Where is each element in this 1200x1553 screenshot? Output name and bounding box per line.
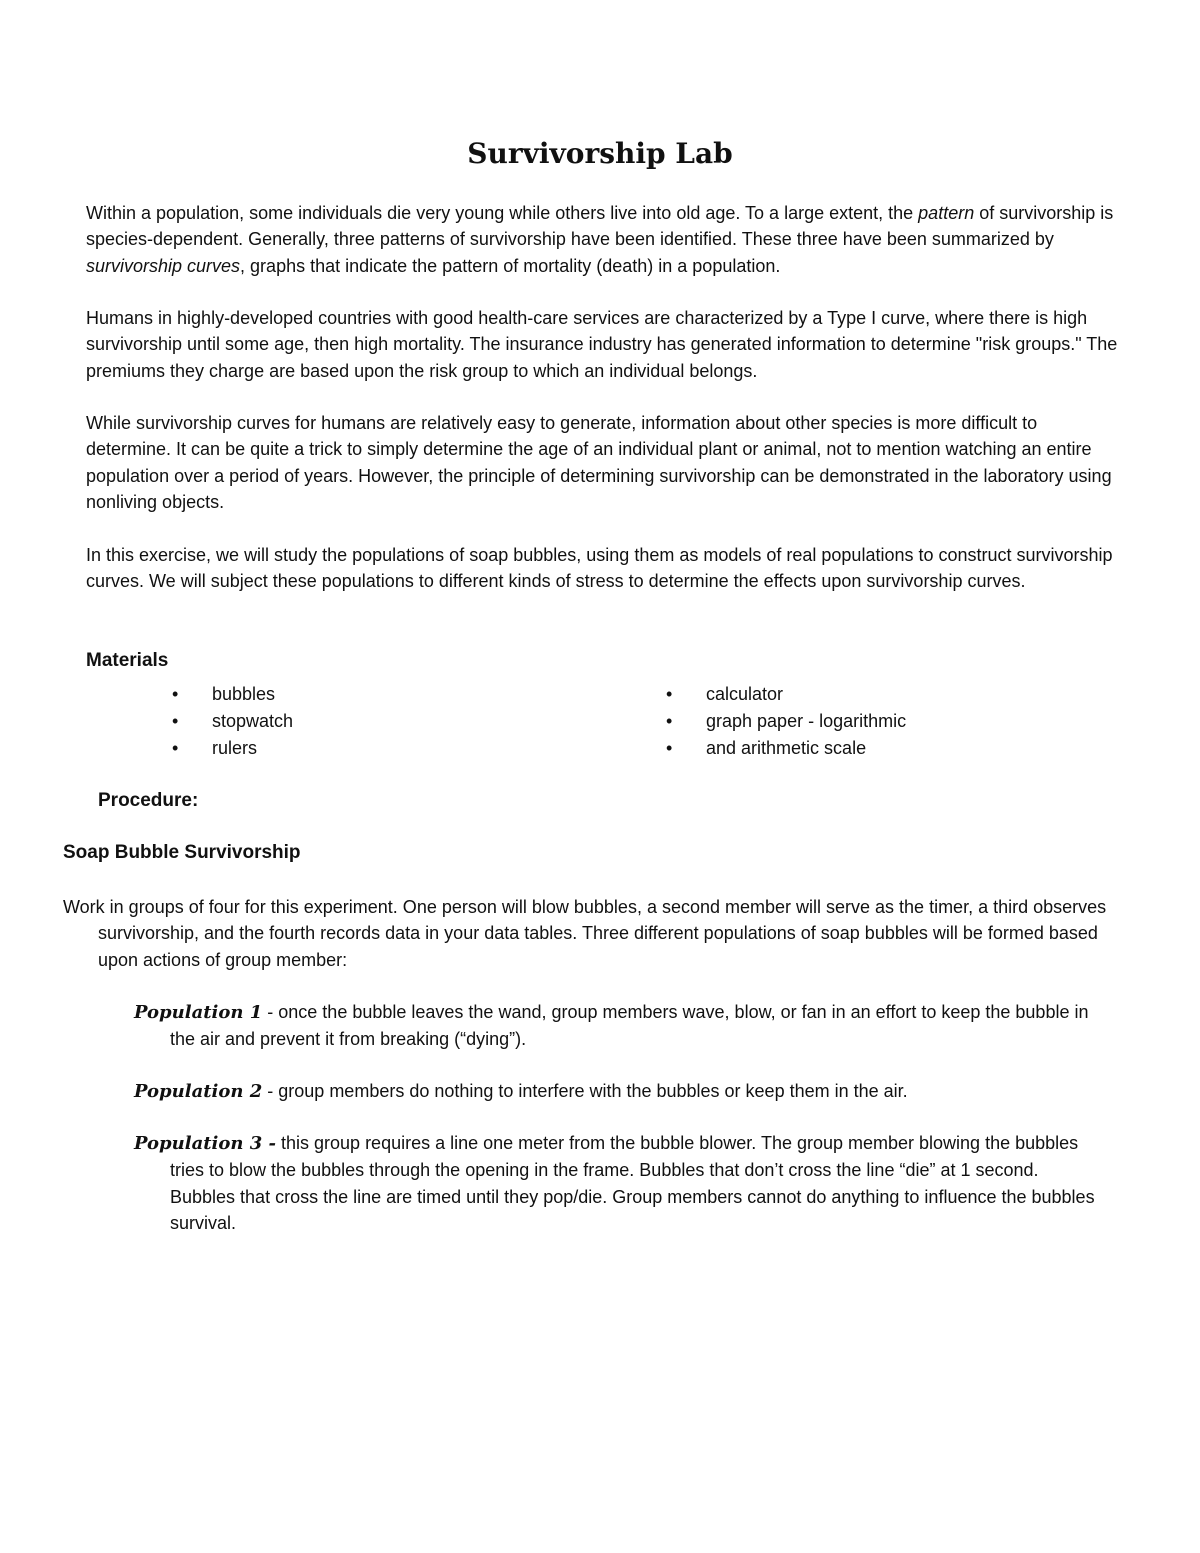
materials-list-right bbox=[666, 681, 906, 762]
page-title: Survivorship Lab bbox=[467, 137, 733, 170]
intro-paragraph-3: While survivorship curves for humans are relatively easy to generate, information about other species is more difficult to determine. It can be quite a trick to simply determine the age of an individual plant or animal, not to mention watching an entire population over a period of years. However, the principle of determining survivorship can be demonstrated in the laboratory using nonliving objects. bbox=[86, 413, 1112, 512]
bullet-icon: • bbox=[666, 711, 673, 731]
intro-paragraph-4: In this exercise, we will study the populations of soap bubbles, using them as models of real populations to construct survivorship curves. We will subject these populations to different kinds of stress to determine the effects upon survivorship curves. bbox=[86, 545, 1113, 592]
bullet-icon: • bbox=[172, 684, 179, 704]
material-label: graph paper - logarithmic bbox=[706, 711, 907, 731]
population-label: Population 1 bbox=[134, 1002, 263, 1023]
work-paragraph: Work in groups of four for this experiment. One person will blow bubbles, a second member will serve as the timer, a third observes survivorship, and the fourth records data in your data tables. Three different populations of soap bubbles will be formed based upon actions of group member: bbox=[63, 897, 1107, 970]
population-text: - once the bubble leaves the wand, group members wave, blow, or fan in an effort to keep the bubble in the air and prevent it from breaking (“dying”). bbox=[170, 1002, 1089, 1050]
population-text: this group requires a line one meter from the bubble blower. The group member blowing the bubbles tries to blow the bubbles through the opening in the frame. Bubbles that don’t cross the line “die” at 1 second. Bubbles that cross the line are timed until they pop/die. Group members cannot do anything to influence the bubbles survival. bbox=[170, 1133, 1095, 1233]
pattern-emphasis: pattern bbox=[918, 203, 975, 223]
population-label: Population 3 - bbox=[134, 1133, 277, 1154]
bullet-icon: • bbox=[666, 684, 673, 704]
population-1-paragraph bbox=[134, 999, 1100, 1053]
intro-paragraph-2: Humans in highly-developed countries with good health-care services are characterized by a Type I curve, where there is high survivorship until some age, then high mortality. The insurance industry has generated information to determine "risk groups." The premiums they charge are based upon the risk group to which an individual belongs. bbox=[86, 308, 1118, 381]
survivorship-curves-emphasis: survivorship curves bbox=[86, 255, 241, 276]
list-item bbox=[666, 735, 906, 762]
population-label: Population 2 bbox=[134, 1081, 263, 1102]
material-label: stopwatch bbox=[212, 711, 294, 731]
bullet-icon: • bbox=[172, 711, 179, 731]
list-item bbox=[172, 681, 293, 708]
bullet-icon: • bbox=[172, 738, 179, 758]
material-label: bubbles bbox=[212, 684, 276, 704]
material-label: rulers bbox=[212, 738, 258, 758]
list-item bbox=[666, 681, 906, 708]
population-text: - group members do nothing to interfere with the bubbles or keep them in the air. bbox=[262, 1081, 908, 1101]
intro-p1-text-c: , graphs that indicate the pattern of mortality (death) in a population. bbox=[240, 255, 781, 276]
material-label: calculator bbox=[706, 684, 784, 704]
population-3-paragraph bbox=[134, 1130, 1100, 1236]
list-item bbox=[172, 708, 293, 735]
soap-bubble-heading: Soap Bubble Survivorship bbox=[63, 842, 301, 863]
intro-p1-text-b: of survivorship is species-dependent. Generally, three patterns of survivorship have been identified. These three have been summarized by bbox=[86, 203, 1114, 250]
materials-heading: Materials bbox=[86, 650, 169, 671]
intro-paragraph-1 bbox=[86, 200, 1126, 279]
list-item bbox=[666, 708, 906, 735]
intro-p1-text-a: Within a population, some individuals die very young while others live into old age. To a large extent, the bbox=[86, 203, 919, 223]
bullet-icon: • bbox=[666, 738, 673, 758]
materials-list-left bbox=[172, 681, 293, 762]
material-label: and arithmetic scale bbox=[706, 738, 867, 758]
list-item bbox=[172, 735, 293, 762]
procedure-heading: Procedure: bbox=[98, 790, 199, 811]
population-2-paragraph bbox=[134, 1078, 1100, 1105]
